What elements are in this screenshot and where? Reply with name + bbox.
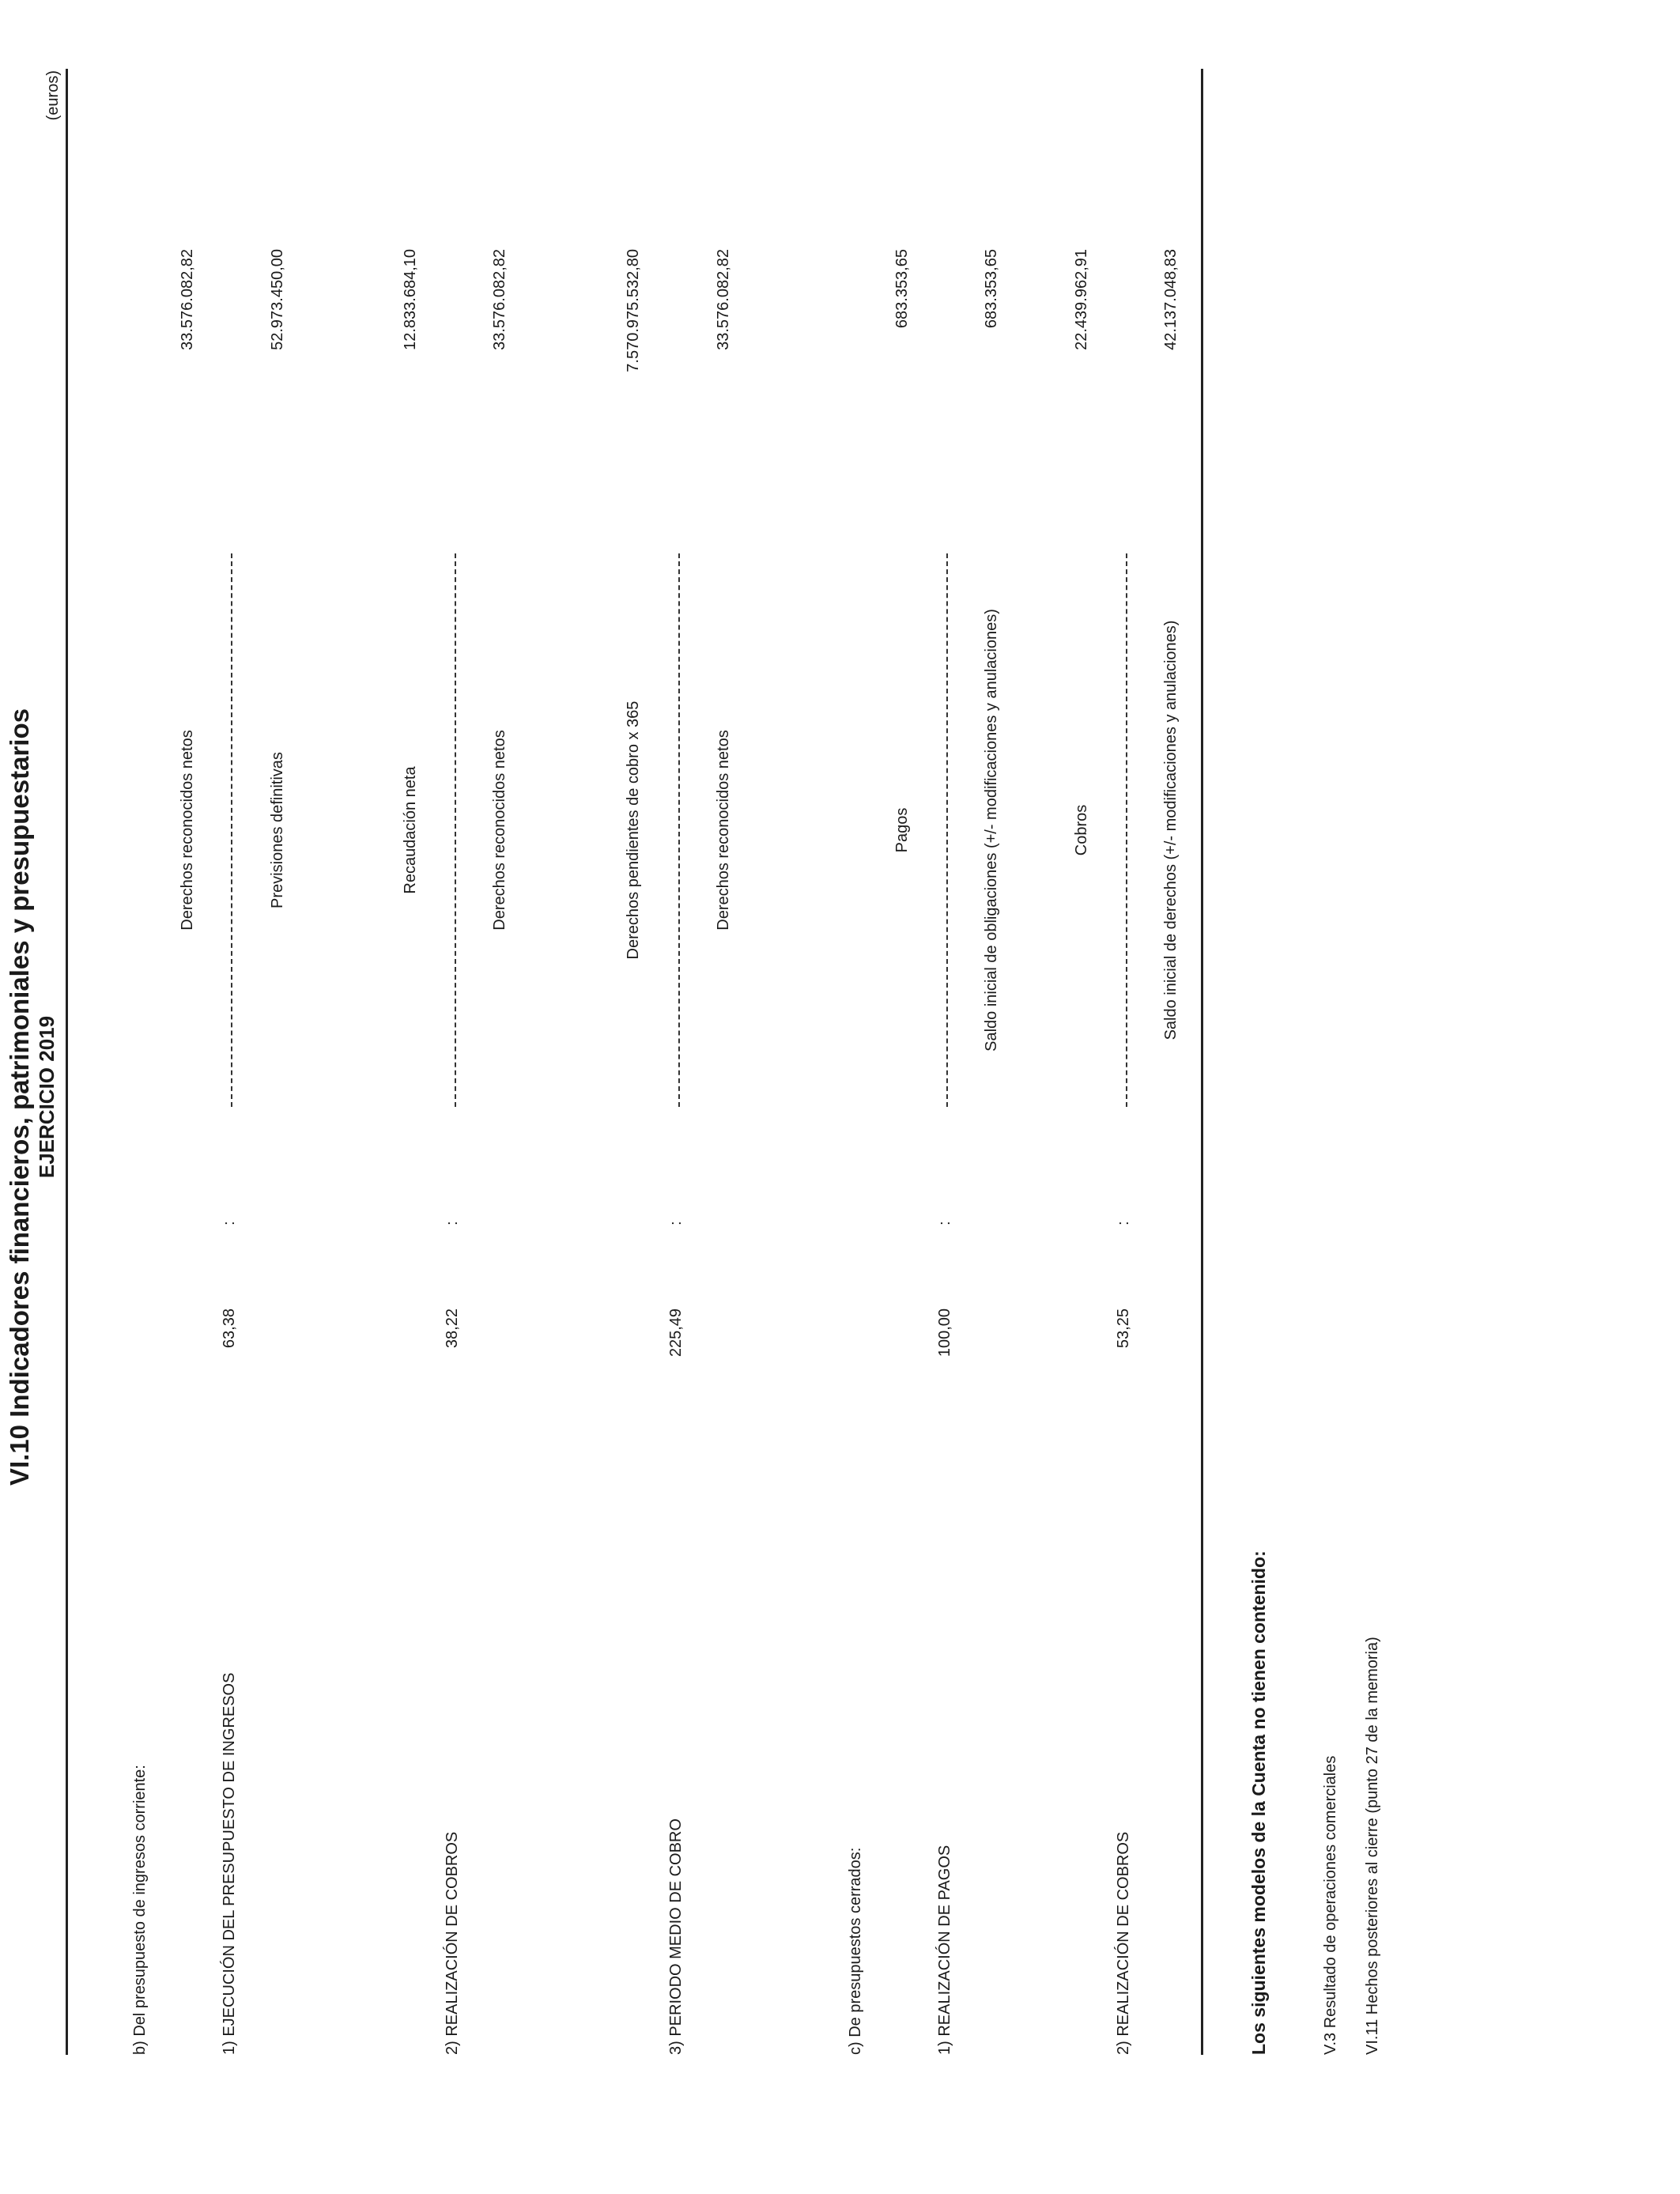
- indicator-colon: :: [667, 1221, 685, 1225]
- indicator-colon: :: [444, 1221, 461, 1225]
- denominator-label: Saldo inicial de obligaciones (+/- modificaciones y anulaciones): [983, 609, 1000, 1052]
- footer-item: VI.11 Hechos posteriores al cierre (punto 27 de la memoria): [1364, 1637, 1381, 2055]
- indicator-colon: :: [221, 1221, 238, 1225]
- numerator-label: Derechos reconocidos netos: [179, 730, 196, 931]
- indicator-label: 1) EJECUCIÓN DEL PRESUPUESTO DE INGRESOS: [221, 1672, 238, 2055]
- indicator-colon: :: [1115, 1221, 1132, 1225]
- indicator-value: 225,49: [667, 1308, 685, 1358]
- denominator-label: Derechos reconocidos netos: [715, 730, 732, 931]
- fraction-line: [946, 553, 948, 1107]
- footer-item: V.3 Resultado de operaciones comerciales: [1322, 1755, 1339, 2055]
- fraction-line: [678, 553, 680, 1107]
- indicator-value: 63,38: [221, 1308, 238, 1349]
- numerator-value: 12.833.684,10: [402, 249, 419, 350]
- numerator-label: Derechos pendientes de cobro x 365: [625, 700, 642, 960]
- indicator-label: 2) REALIZACIÓN DE COBROS: [1115, 1831, 1132, 2055]
- denominator-label: Saldo inicial de derechos (+/- modificaciones y anulaciones): [1162, 620, 1180, 1040]
- footer-rule: [1201, 69, 1203, 2055]
- indicator-label: 1) REALIZACIÓN DE PAGOS: [936, 1845, 953, 2055]
- units-label: (euros): [44, 70, 62, 121]
- page-title: VI.10 Indicadores financieros, patrimoniales y presupuestarios: [5, 708, 34, 1486]
- numerator-label: Pagos: [893, 807, 911, 853]
- fraction-line: [1126, 553, 1127, 1107]
- denominator-value: 42.137.048,83: [1162, 249, 1180, 350]
- indicator-value: 38,22: [444, 1308, 461, 1349]
- fraction-line: [455, 553, 456, 1107]
- numerator-value: 683.353,65: [893, 249, 911, 329]
- header-rule: [66, 69, 68, 2055]
- numerator-label: Cobros: [1073, 804, 1090, 856]
- indicator-colon: :: [936, 1221, 953, 1225]
- indicator-value: 100,00: [936, 1308, 953, 1358]
- fraction-line: [231, 553, 232, 1107]
- indicator-label: 3) PERIODO MEDIO DE COBRO: [667, 1818, 685, 2055]
- indicator-value: 53,25: [1115, 1308, 1132, 1349]
- section-c-heading: c) De presupuestos cerrados:: [847, 1847, 864, 2055]
- denominator-value: 683.353,65: [983, 249, 1000, 329]
- indicator-label: 2) REALIZACIÓN DE COBROS: [444, 1831, 461, 2055]
- denominator-value: 52.973.450,00: [269, 249, 286, 350]
- denominator-label: Previsiones definitivas: [269, 752, 286, 908]
- numerator-value: 33.576.082,82: [179, 249, 196, 350]
- numerator-value: 7.570.975.532,80: [625, 249, 642, 372]
- denominator-label: Derechos reconocidos netos: [491, 730, 508, 931]
- denominator-value: 33.576.082,82: [715, 249, 732, 350]
- section-b-heading: b) Del presupuesto de ingresos corriente:: [131, 1765, 149, 2055]
- footer-heading: Los siguientes modelos de la Cuenta no tienen contenido:: [1248, 1550, 1269, 2055]
- page-subtitle: EJERCICIO 2019: [35, 1015, 59, 1179]
- numerator-value: 22.439.962,91: [1073, 249, 1090, 350]
- denominator-value: 33.576.082,82: [491, 249, 508, 350]
- numerator-label: Recaudación neta: [402, 766, 419, 894]
